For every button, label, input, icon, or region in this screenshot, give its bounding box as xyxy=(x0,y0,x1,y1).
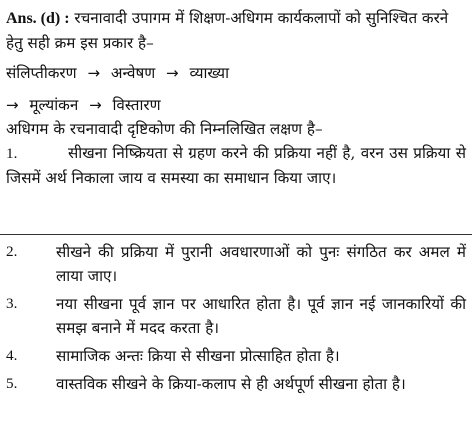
point-number: 4. xyxy=(6,347,18,364)
answer-intro-text: रचनावादी उपागम में शिक्षण-अधिगम कार्यकलापों को सुनिश्चित करने हेतु सही क्रम इस प्रकार है– xyxy=(6,9,449,52)
features-heading: अधिगम के रचनावादी दृष्टिकोण की निम्नलिखित लक्षण है– xyxy=(6,120,323,138)
sequence-row-1 xyxy=(6,61,466,85)
arrow-icon: → xyxy=(166,64,179,82)
sequence-step-4: मूल्यांकन xyxy=(29,96,79,114)
answer-intro xyxy=(6,6,466,55)
arrow-icon: → xyxy=(6,96,19,114)
point-item-4 xyxy=(6,344,466,368)
arrow-icon: → xyxy=(89,96,102,114)
point-number: 5. xyxy=(6,375,18,392)
point-number: 2. xyxy=(6,243,18,260)
point-item-1 xyxy=(6,141,466,190)
point-number: 3. xyxy=(6,295,18,312)
points-list xyxy=(6,240,466,396)
point-text: वास्तविक सीखने के क्रिया-कलाप से ही अर्थपूर्ण सीखना होता है। xyxy=(56,375,406,393)
answer-label: Ans. (d) : xyxy=(6,10,70,27)
sequence-step-3: व्याख्या xyxy=(189,64,230,82)
point-text: सीखने की प्रक्रिया में पुरानी अवधारणाओं को पुनः संगठित कर अमल में लाया जाए। xyxy=(56,243,466,285)
section-divider xyxy=(0,234,472,235)
sequence-step-1: संलिप्तीकरण xyxy=(6,64,77,82)
arrow-icon: → xyxy=(87,64,101,82)
point-item-5 xyxy=(6,372,466,396)
point-text: सीखना निष्क्रियता से ग्रहण करने की प्रक्रिया नहीं है, वरन उस प्रक्रिया से जिसमें अर्थ निकाला जाय व समस्या का समाधान किया जाए। xyxy=(6,144,466,187)
sequence-step-5: विस्तारण xyxy=(112,96,161,114)
point-item-3 xyxy=(6,292,466,340)
point-text: नया सीखना पूर्व ज्ञान पर आधारित होता है। पूर्व ज्ञान नई जानकारियों की समझ बनाने में मदद करता है। xyxy=(56,295,466,337)
point-number: 1. xyxy=(6,145,18,162)
point-text: सामाजिक अन्तः क्रिया से सीखना प्रोत्साहित होता है। xyxy=(56,347,340,365)
point-item-2 xyxy=(6,240,466,288)
sequence-step-2: अन्वेषण xyxy=(110,64,156,82)
sequence-row-2 xyxy=(6,93,466,117)
